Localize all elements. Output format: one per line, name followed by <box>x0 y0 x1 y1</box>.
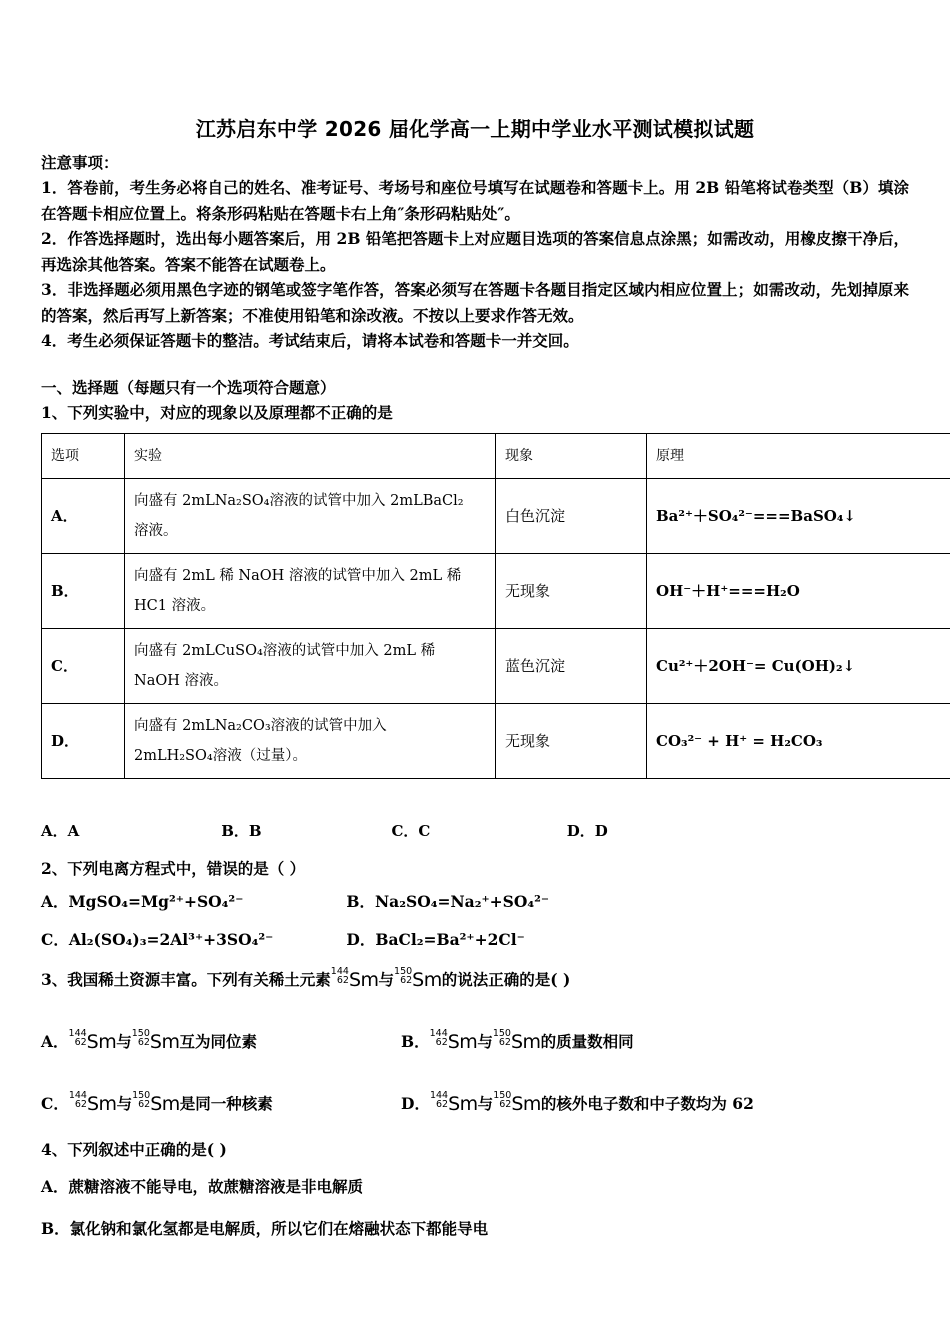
table-row <box>42 479 950 554</box>
mass-number: 150 <box>492 1027 511 1039</box>
atomic-number: 62 <box>74 1037 87 1048</box>
question-3-options-row-1 <box>41 1027 921 1057</box>
option-letter: C． <box>41 1094 69 1113</box>
experiment-line-2: NaOH 溶液。 <box>134 673 228 689</box>
isotope-sm-144 <box>430 1089 478 1119</box>
option-connector: 与 <box>116 1032 132 1051</box>
isotope-numbers <box>394 967 412 986</box>
table-row <box>42 704 950 779</box>
element-symbol: Sm <box>86 1031 117 1053</box>
table-header-phenomenon: 现象 <box>496 434 647 479</box>
option-connector: 与 <box>116 1094 133 1113</box>
mass-number: 150 <box>132 1089 151 1101</box>
row-experiment-b <box>125 554 496 629</box>
atomic-number: 62 <box>336 975 349 986</box>
experiment-line-2: HC1 溶液。 <box>134 598 216 614</box>
option-tail: 的核外电子数和中子数均为 62 <box>540 1094 754 1113</box>
answer-choice-a[interactable]: A．A <box>41 822 80 840</box>
question-3-block <box>41 965 921 1119</box>
option-connector: 与 <box>477 1094 494 1113</box>
isotope-sm-150 <box>132 1027 180 1057</box>
mass-number: 150 <box>394 965 413 977</box>
option-letter: A． <box>51 506 78 525</box>
principle-text: OH⁻＋H⁺===H₂O <box>656 581 800 600</box>
principle-text: Cu²⁺＋2OH⁻= Cu(OH)₂↓ <box>656 656 856 675</box>
isotope-numbers <box>493 1029 511 1048</box>
isotope-sm-150 <box>132 1089 180 1119</box>
isotope-numbers <box>331 967 349 986</box>
principle-text: CO₃²⁻ + H⁺ = H₂CO₃ <box>656 731 823 750</box>
option-letter: D． <box>401 1094 430 1113</box>
isotope-numbers <box>430 1029 448 1048</box>
mass-number: 144 <box>68 1089 87 1101</box>
isotope-numbers <box>69 1029 87 1048</box>
mass-number: 144 <box>429 1027 448 1039</box>
row-principle-b <box>647 554 950 629</box>
notice-item-4: 4．考生必须保证答题卡的整洁。考试结束后，请将本试卷和答题卡一并交回。 <box>41 331 579 350</box>
row-phenomenon-c <box>496 629 647 704</box>
row-phenomenon-b <box>496 554 647 629</box>
question-2-option-c[interactable]: C．Al₂(SO₄)₃=2Al³⁺+3SO₄²⁻ <box>41 930 274 949</box>
question-4-option-b[interactable]: B．氯化钠和氯化氢都是电解质，所以它们在熔融状态下都能导电 <box>41 1219 489 1238</box>
question-3-option-a[interactable] <box>41 1027 401 1057</box>
question-4-stem: 4、下列叙述中正确的是( ) <box>41 1140 227 1159</box>
experiment-line-1: 向盛有 2mLNa₂CO₃溶液的试管中加入 <box>134 718 387 734</box>
option-connector: 与 <box>477 1032 493 1051</box>
row-experiment-d <box>125 704 496 779</box>
phenomenon-text: 蓝色沉淀 <box>505 656 566 675</box>
row-principle-c <box>647 629 950 704</box>
option-tail: 的质量数相同 <box>540 1032 634 1051</box>
question-3-stem-pre: 3、我国稀土资源丰富。下列有关稀土元素 <box>41 970 331 989</box>
row-phenomenon-a <box>496 479 647 554</box>
question-2-option-b[interactable]: B．Na₂SO₄=Na₂⁺+SO₄²⁻ <box>346 892 550 911</box>
phenomenon-text: 无现象 <box>505 731 551 750</box>
answer-choice-b[interactable]: B．B <box>221 822 262 840</box>
element-symbol: Sm <box>412 969 442 991</box>
isotope-sm-144 <box>331 965 379 995</box>
element-symbol: Sm <box>348 969 379 991</box>
notice-item-3: 3．非选择题必须用黑色字迹的钢笔或签字笔作答，答案必须写在答题卡各题目指定区域内相应位置上；如需改动，先划掉原来的答案，然后再写上新答案；不准使用铅笔和涂改液。不按以上要求作答无效。 <box>41 280 909 325</box>
notice-block <box>41 150 909 354</box>
element-symbol: Sm <box>510 1031 541 1053</box>
isotope-sm-150 <box>394 965 442 995</box>
answer-choice-c[interactable]: C．C <box>391 822 431 840</box>
option-letter: B． <box>51 581 79 600</box>
question-2-options-line-1 <box>41 883 921 921</box>
isotope-sm-150 <box>493 1027 541 1057</box>
experiment-table <box>41 433 950 779</box>
isotope-sm-150 <box>493 1089 541 1119</box>
table-row <box>42 629 950 704</box>
question-3-option-b[interactable] <box>401 1027 821 1057</box>
isotope-sm-144 <box>430 1027 478 1057</box>
experiment-line-2: 溶液。 <box>134 523 178 539</box>
question-3-options-row-2 <box>41 1089 921 1119</box>
isotope-sm-144 <box>69 1089 117 1119</box>
atomic-number: 62 <box>499 1099 512 1110</box>
atomic-number: 62 <box>138 1099 151 1110</box>
atomic-number: 62 <box>498 1037 511 1048</box>
question-4-option-a[interactable]: A．蔗糖溶液不能导电，故蔗糖溶液是非电解质 <box>41 1177 364 1196</box>
row-option-a <box>42 479 125 554</box>
experiment-line-1: 向盛有 2mLCuSO₄溶液的试管中加入 2mL 稀 <box>134 643 436 659</box>
question-3-stem-mid: 与 <box>378 970 395 989</box>
isotope-numbers <box>132 1029 150 1048</box>
question-3-stem <box>41 965 921 995</box>
element-symbol: Sm <box>149 1031 180 1053</box>
question-3-option-d[interactable] <box>401 1089 821 1119</box>
question-2-option-d[interactable]: D．BaCl₂=Ba²⁺+2Cl⁻ <box>346 930 525 949</box>
principle-text: Ba²⁺＋SO₄²⁻===BaSO₄↓ <box>656 506 856 525</box>
row-experiment-a <box>125 479 496 554</box>
experiment-line-1: 向盛有 2mLNa₂SO₄溶液的试管中加入 2mLBaCl₂ <box>134 493 464 509</box>
mass-number: 144 <box>429 1089 449 1101</box>
atomic-number: 62 <box>435 1037 448 1048</box>
question-4-block <box>41 1134 921 1250</box>
element-symbol: Sm <box>86 1093 117 1115</box>
answer-choice-d[interactable]: D．D <box>566 822 608 840</box>
atomic-number: 62 <box>400 975 413 986</box>
page-title: 江苏启东中学 2026 届化学高一上期中学业水平测试模拟试题 <box>195 117 755 141</box>
phenomenon-text: 无现象 <box>505 581 551 600</box>
mass-number: 144 <box>330 965 349 977</box>
mass-number: 150 <box>493 1089 512 1101</box>
isotope-numbers <box>493 1091 511 1110</box>
isotope-numbers <box>132 1091 150 1110</box>
table-header-principle: 原理 <box>647 434 950 479</box>
table-header-experiment: 实验 <box>125 434 496 479</box>
atomic-number: 62 <box>137 1037 150 1048</box>
row-principle-d <box>647 704 950 779</box>
mass-number: 150 <box>131 1027 150 1039</box>
mass-number: 144 <box>68 1027 87 1039</box>
table-row <box>42 554 950 629</box>
row-option-c <box>42 629 125 704</box>
element-symbol: Sm <box>150 1093 180 1115</box>
phenomenon-text: 白色沉淀 <box>505 506 566 525</box>
table-header-row <box>42 434 950 479</box>
row-option-d <box>42 704 125 779</box>
isotope-numbers <box>69 1091 87 1110</box>
question-3-stem-post: 的说法正确的是( ) <box>441 970 571 989</box>
option-letter: C． <box>51 656 78 675</box>
isotope-numbers <box>430 1091 448 1110</box>
option-tail: 互为同位素 <box>179 1032 257 1051</box>
option-letter: B． <box>401 1032 430 1051</box>
row-experiment-c <box>125 629 496 704</box>
element-symbol: Sm <box>448 1093 478 1115</box>
row-phenomenon-d <box>496 704 647 779</box>
atomic-number: 62 <box>74 1099 87 1110</box>
question-2-option-a[interactable]: A．MgSO₄=Mg²⁺+SO₄²⁻ <box>41 892 244 911</box>
question-1-stem: 1、下列实验中，对应的现象以及原理都不正确的是 <box>41 403 393 422</box>
notice-item-1: 1．答卷前，考生务必将自己的姓名、准考证号、考场号和座位号填写在试题卷和答题卡上。用 2B 铅笔将试卷类型（B）填涂在答题卡相应位置上。将条形码粘贴在答题卡右上角″条形码粘贴处″。 <box>41 178 909 223</box>
notice-heading: 注意事项： <box>41 153 119 172</box>
question-1-answer-row <box>41 820 909 841</box>
section-heading: 一、选择题（每题只有一个选项符合题意） <box>41 378 336 397</box>
option-letter: A． <box>41 1032 69 1051</box>
element-symbol: Sm <box>511 1093 541 1115</box>
experiment-line-2: 2mLH₂SO₄溶液（过量）。 <box>134 748 307 764</box>
experiment-line-1: 向盛有 2mL 稀 NaOH 溶液的试管中加入 2mL 稀 <box>134 568 462 584</box>
question-3-option-c[interactable] <box>41 1089 401 1119</box>
question-2-options-line-2 <box>41 921 921 959</box>
row-principle-a <box>647 479 950 554</box>
notice-item-2: 2．作答选择题时，选出每小题答案后，用 2B 铅笔把答题卡上对应题目选项的答案信息点涂黑；如需改动，用橡皮擦干净后，再选涂其他答案。答案不能答在试题卷上。 <box>41 229 909 274</box>
question-2-stem: 2、下列电离方程式中，错误的是（ ） <box>41 859 306 878</box>
row-option-b <box>42 554 125 629</box>
element-symbol: Sm <box>447 1031 478 1053</box>
table-header-option: 选项 <box>42 434 125 479</box>
option-tail: 是同一种核素 <box>179 1094 273 1113</box>
atomic-number: 62 <box>436 1099 449 1110</box>
isotope-sm-144 <box>69 1027 117 1057</box>
question-2-block <box>41 855 921 959</box>
option-letter: D． <box>51 731 80 750</box>
